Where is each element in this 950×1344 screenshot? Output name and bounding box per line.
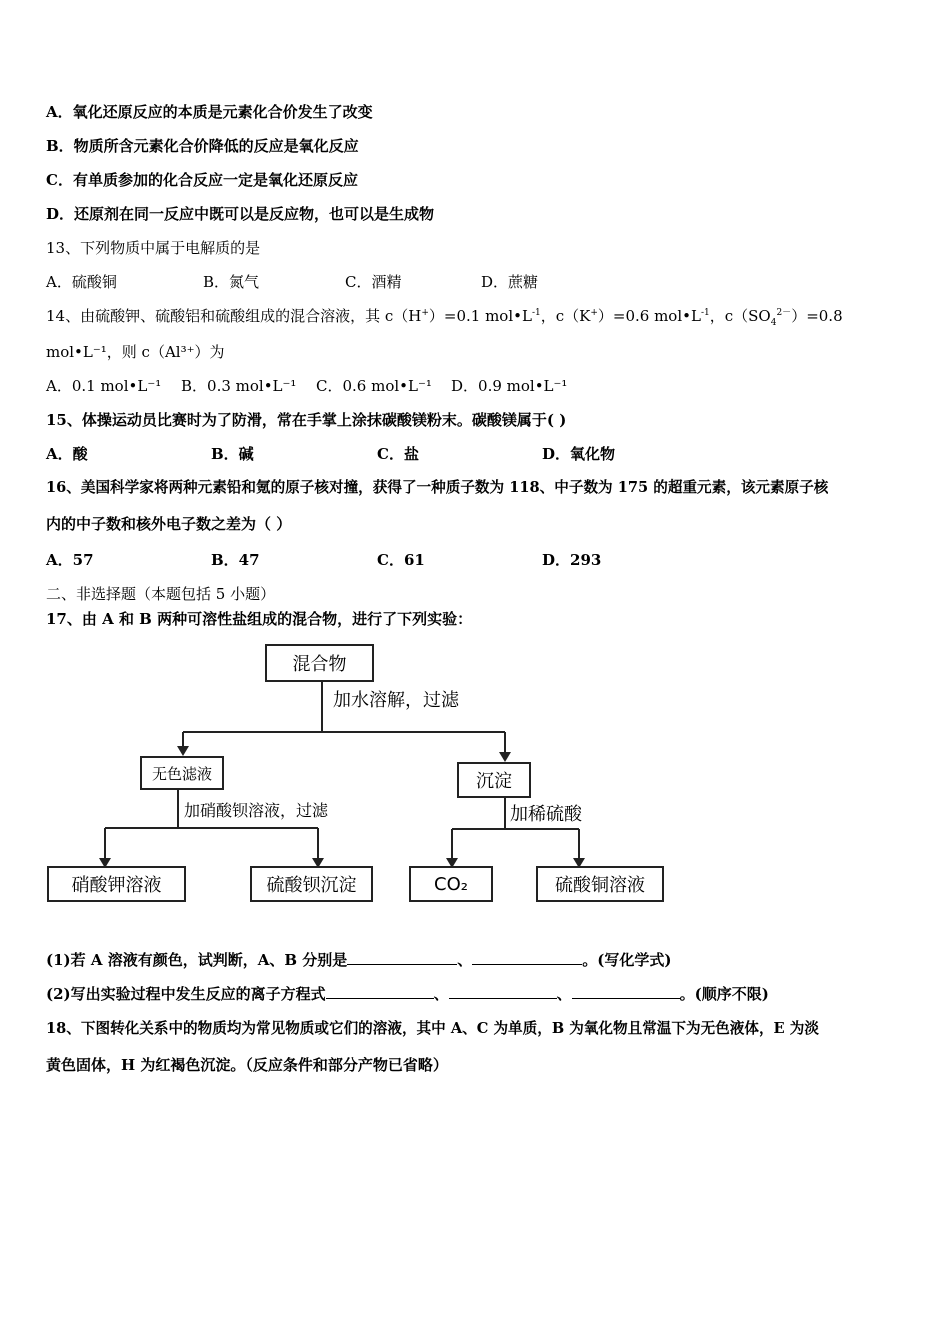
q16-option-b: B．47 [211, 551, 260, 569]
q15-option-d: D．氧化物 [542, 445, 616, 463]
q13-stem: 13、下列物质中属于电解质的是 [46, 239, 261, 257]
answer-blank[interactable] [347, 950, 457, 965]
answer-blank[interactable] [472, 950, 582, 965]
mixture-box: 混合物 [265, 644, 374, 682]
co2-box: CO₂ [409, 866, 493, 902]
q12-option-b: B．物质所含元素化合价降低的反应是氧化反应 [46, 137, 359, 155]
q14-option-b: B．0.3 mol•L⁻¹ [181, 377, 297, 395]
q15-option-b: B．碱 [211, 445, 254, 463]
q12-option-a: A．氧化还原反应的本质是元素化合价发生了改变 [46, 103, 373, 121]
q15-option-a: A．酸 [46, 445, 88, 463]
q18-stem-line1: 18、下图转化关系中的物质均为常见物质或它们的溶液，其中 A、C 为单质，B 为氧化物且常温下为无色液体，E 为淡 [46, 1020, 819, 1037]
q16-stem-line2: 内的中子数和核外电子数之差为（ ） [46, 515, 292, 533]
q16-option-a: A．57 [46, 551, 94, 569]
q16-option-d: D．293 [542, 551, 602, 569]
answer-blank[interactable] [326, 984, 434, 999]
q16-stem-line1: 16、美国科学家将两种元素铅和氪的原子核对撞，获得了一种质子数为 118、中子数为 175 的超重元素，该元素原子核 [46, 479, 829, 496]
q13-option-a: A．硫酸铜 [46, 273, 117, 291]
q13-option-d: D．蔗糖 [481, 273, 539, 291]
kno3-solution-box: 硝酸钾溶液 [47, 866, 186, 902]
q12-option-d: D．还原剂在同一反应中既可以是反应物，也可以是生成物 [46, 205, 435, 223]
q13-option-c: C．酒精 [345, 273, 402, 291]
filtrate-box: 无色滤液 [140, 756, 224, 790]
q16-option-c: C．61 [377, 551, 425, 569]
q18-stem-line2: 黄色固体，H 为红褐色沉淀。（反应条件和部分产物已省略） [46, 1056, 448, 1074]
answer-blank[interactable] [572, 984, 680, 999]
precipitate-box: 沉淀 [457, 762, 531, 798]
q17-stem: 17、由 A 和 B 两种可溶性盐组成的混合物，进行了下列实验： [46, 610, 473, 628]
baso4-precipitate-box: 硫酸钡沉淀 [250, 866, 373, 902]
q17-part2: (2)写出实验过程中发生反应的离子方程式 、 、 。(顺序不限) [46, 985, 769, 1003]
q13-option-b: B．氮气 [203, 273, 260, 291]
q14-option-c: C．0.6 mol•L⁻¹ [316, 377, 432, 395]
q17-part1: (1)若 A 溶液有颜色，试判断，A、B 分别是 、 。(写化学式) [46, 951, 672, 969]
q15-option-c: C．盐 [377, 445, 419, 463]
answer-blank[interactable] [449, 984, 557, 999]
cuso4-solution-box: 硫酸铜溶液 [536, 866, 664, 902]
q14-option-d: D．0.9 mol•L⁻¹ [451, 377, 568, 395]
q14-option-a: A．0.1 mol•L⁻¹ [46, 377, 162, 395]
step2-label: 加硝酸钡溶液，过滤 [184, 801, 329, 820]
step1-label: 加水溶解，过滤 [333, 690, 459, 711]
q15-stem: 15、体操运动员比赛时为了防滑，常在手掌上涂抹碳酸镁粉末。碳酸镁属于( ) [46, 411, 567, 429]
step3-label: 加稀硫酸 [510, 804, 582, 825]
q14-stem-line2: mol•L⁻¹，则 c（Al³⁺）为 [46, 343, 225, 361]
q12-option-c: C．有单质参加的化合反应一定是氧化还原反应 [46, 171, 358, 189]
section-heading: 二、非选择题（本题包括 5 小题） [46, 585, 276, 603]
q14-stem-line1: 14、由硫酸钾、硫酸铝和硫酸组成的混合溶液，其 c（H+）=0.1 $mol•L^{-1}$，c（K+）=0.6 $mol•L^{-1}$，$c(SO_4^{2-})=0.8$ [46, 307, 843, 328]
